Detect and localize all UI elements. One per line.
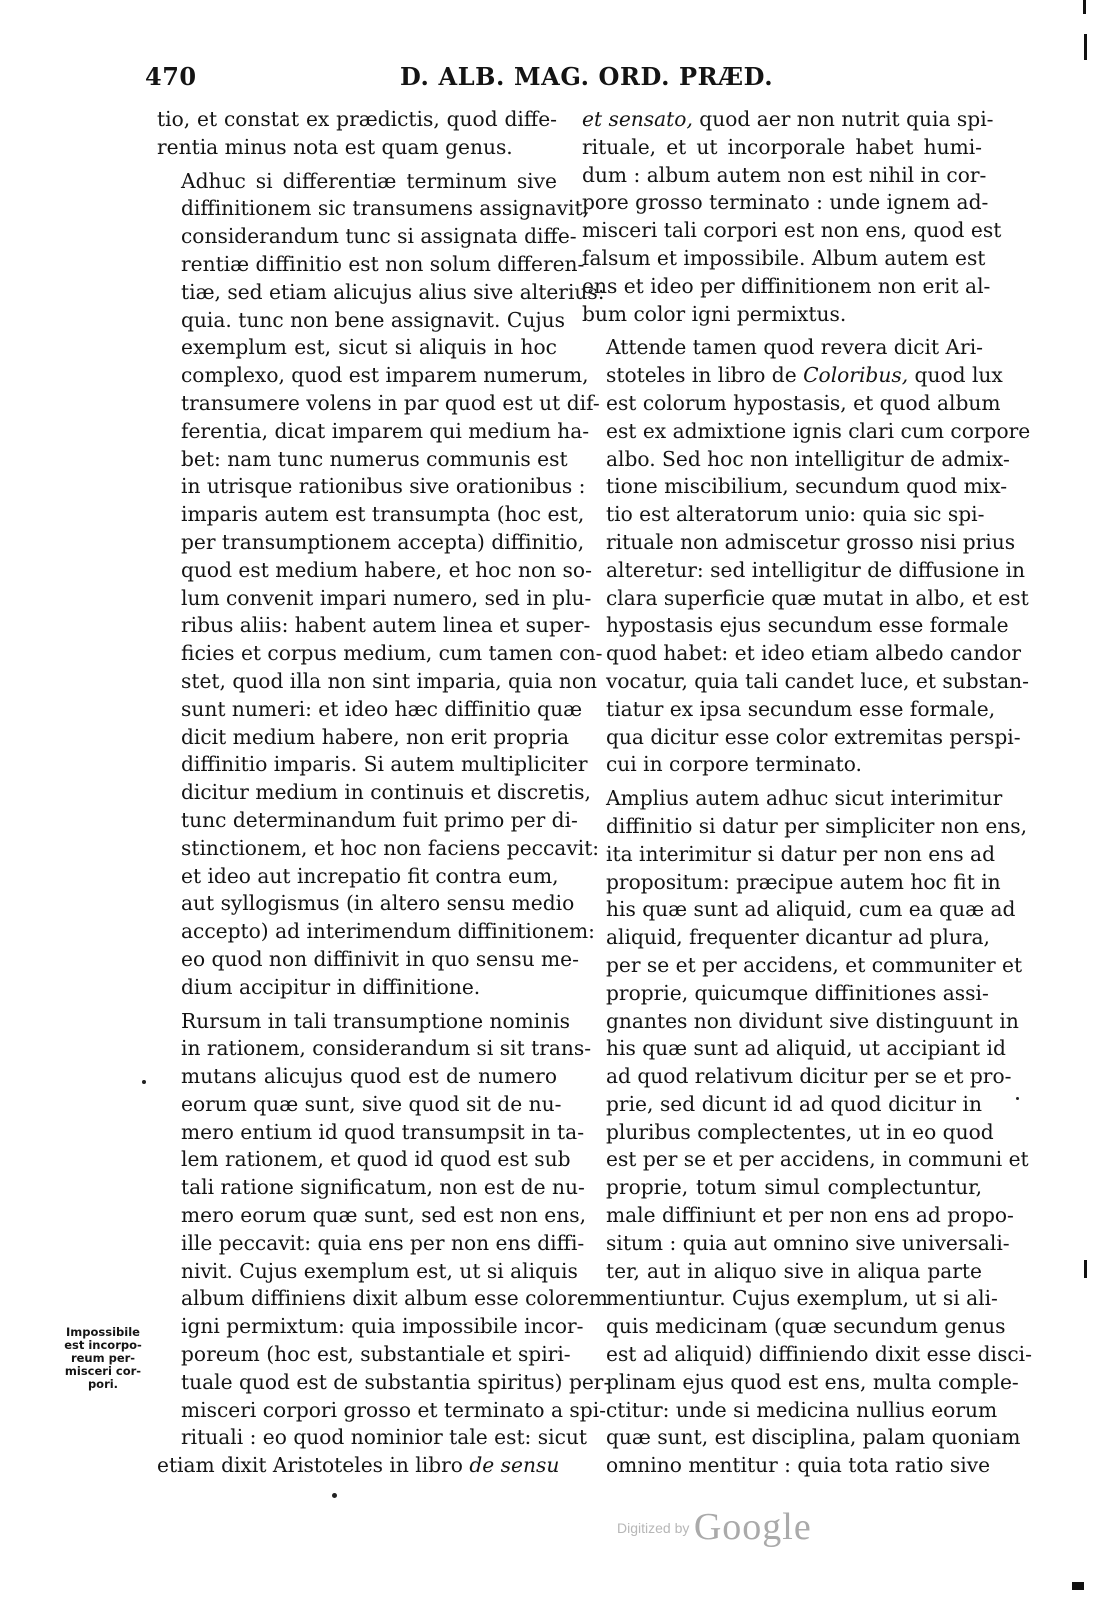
ink-speck	[332, 1493, 337, 1498]
text-line: exemplum est, sicut si aliquis in hoc	[181, 335, 557, 360]
edge-mark	[1072, 1582, 1084, 1590]
text-line: Adhuc si differentiæ terminum sive	[181, 168, 557, 193]
text-span: quod aer non nutrit quia spi-	[699, 107, 994, 131]
page-number: 470	[145, 62, 197, 91]
margin-note-line: Impossibile	[66, 1325, 140, 1339]
text-line: bet: nam tunc numerus communis est	[181, 446, 568, 471]
edge-mark	[1084, 1260, 1087, 1278]
text-line: mero eorum quæ sunt, sed est non ens,	[181, 1203, 587, 1228]
text-line: lum convenit impari numero, sed in plu-	[181, 585, 592, 610]
text-line: transumere volens in par quod est ut dif-	[181, 390, 600, 415]
text-line: sunt numeri: et ideo hæc diffinitio quæ	[181, 696, 583, 721]
text-line: falsum et impossibile. Album autem est	[582, 245, 986, 270]
line-group	[582, 390, 1031, 779]
text-line: tali ratione significatum, non est de nu-	[181, 1175, 585, 1200]
text-line: rentia minus nota est quam genus.	[157, 134, 513, 159]
right-paragraph-1	[582, 106, 1002, 328]
italic-title: Coloribus,	[803, 363, 909, 388]
left-paragraph-3-end	[157, 1452, 560, 1480]
text-line: dum : album autem non est nihil in cor-	[582, 162, 987, 187]
text-line: Rursum in tali transumptione nominis	[181, 1008, 571, 1033]
text-line: poreum (hoc est, substantiale et spiri-	[181, 1342, 571, 1367]
text-line: tuale quod est de substantia spiritus) per-	[181, 1369, 611, 1394]
text-line: quod est medium habere, et hoc non so-	[181, 557, 592, 582]
margin-note-line: pori.	[87, 1377, 119, 1391]
text-line: nivit. Cujus exemplum est, ut si aliquis	[181, 1258, 578, 1283]
text-line: plinam ejus quod est ens, multa comple-	[606, 1369, 1019, 1394]
text-line: albo. Sed hoc non intelligitur de admix-	[606, 446, 1010, 471]
text-line: in rationem, considerandum si sit trans-	[181, 1036, 592, 1061]
text-line	[582, 362, 1003, 390]
text-line: Amplius autem adhuc sicut interimitur	[606, 786, 1003, 811]
text-span: quod lux	[914, 363, 1003, 388]
text-line: aliquid, frequenter dicantur ad plura,	[606, 925, 990, 950]
text-line: proprie, totum simul complectuntur,	[606, 1175, 982, 1200]
text-line: tione miscibilium, secundum quod mix-	[606, 474, 1008, 499]
text-line: et ideo aut increpatio fit contra eum,	[181, 863, 559, 888]
text-line: vocatur, quia tali candet luce, et substan-	[606, 668, 1029, 693]
text-line: tiatur ex ipsa secundum esse formale,	[606, 696, 996, 721]
text-line: in utrisque rationibus sive orationibus :	[181, 474, 586, 499]
text-line: per se et per accidens, et communiter et	[606, 952, 1023, 977]
text-line: complexo, quod est imparem numerum,	[181, 363, 589, 388]
text-line: per transumptionem accepta) diffinitio,	[181, 529, 585, 554]
text-line: diffinitio imparis. Si autem multipliciter	[181, 752, 588, 777]
right-column	[582, 106, 1032, 1480]
left-paragraph-2	[157, 168, 605, 1002]
line-group	[582, 134, 1002, 329]
text-line: quis medicinam (quæ secundum genus	[606, 1314, 1006, 1339]
text-line: album diffiniens dixit album esse colorem	[181, 1286, 608, 1311]
text-line: tio, et constat ex prædictis, quod diffe-	[157, 107, 557, 131]
left-column	[157, 106, 611, 1480]
digitized-label: Digitized by	[617, 1520, 690, 1536]
text-line: tiæ, sed etiam alicujus alius sive alterius:	[181, 279, 605, 304]
text-line: diffinitionem sic transumens assignavit,	[181, 196, 589, 221]
italic-title: et sensato,	[582, 107, 693, 131]
text-line: qua dicitur esse color extremitas perspi-	[606, 724, 1021, 749]
text-line: ficies et corpus medium, cum tamen con-	[181, 641, 603, 666]
text-line: bum color igni permixtus.	[582, 301, 847, 326]
text-line: est colorum hypostasis, et quod album	[606, 390, 1001, 415]
italic-title: de sensu	[469, 1453, 560, 1478]
text-line: clara superficie quæ mutat in albo, et est	[606, 585, 1029, 610]
text-line: lem rationem, et quod id quod est sub	[181, 1147, 571, 1172]
text-line: proprie, quicumque diffinitiones assi-	[606, 980, 989, 1005]
text-line: his quæ sunt ad aliquid, cum ea quæ ad	[606, 897, 1016, 922]
text-line: dium accipitur in diffinitione.	[181, 974, 481, 999]
text-line: eo quod non diffinivit in quo sensu me-	[181, 946, 579, 971]
text-line: misceri tali corpori est non ens, quod est	[582, 218, 1002, 243]
text-line: situm : quia aut omnino sive universali-	[606, 1230, 1010, 1255]
text-line: ille peccavit: quia ens per non ens diffi-	[181, 1230, 585, 1255]
google-logo: Google	[693, 1506, 812, 1548]
text-line: rituale, et ut incorporale habet humi-	[582, 134, 982, 159]
right-paragraph-3	[582, 785, 1032, 1480]
text-line: ens et ideo per diffinitionem non erit al-	[582, 273, 991, 298]
ink-speck	[142, 1080, 146, 1084]
text-line: propositum: præcipue autem hoc fit in	[606, 869, 1001, 894]
text-line: his quæ sunt ad aliquid, ut accipiant id	[606, 1036, 1006, 1061]
text-line: hypostasis ejus secundum esse formale	[606, 613, 1009, 638]
text-line: rentiæ diffinitio est non solum differen-	[181, 251, 585, 276]
margin-note	[55, 1326, 151, 1391]
left-paragraph-3	[157, 1008, 611, 1453]
text-line	[157, 1452, 560, 1480]
margin-note-line: misceri cor-	[64, 1364, 142, 1378]
right-paragraph-2	[582, 334, 1031, 779]
text-span: stoteles in libro de	[606, 363, 797, 388]
text-line: igni permixtum: quia impossibile incor-	[181, 1314, 584, 1339]
text-line: alteretur: sed intelligitur de diffusione in	[606, 557, 1026, 582]
text-line: imparis autem est transumpta (hoc est,	[181, 502, 585, 527]
text-line: ribus aliis: habent autem linea et super-	[181, 613, 591, 638]
left-paragraph-1	[157, 106, 557, 162]
text-line: eorum quæ sunt, sive quod sit de nu-	[181, 1091, 562, 1116]
text-line: tio est alteratorum unio: quia sic spi-	[606, 502, 985, 527]
text-line: tunc determinandum fuit primo per di-	[181, 807, 578, 832]
text-line: quod habet: et ideo etiam albedo candor	[606, 641, 1022, 666]
text-line: male diffiniunt et per non ens ad propo-	[606, 1203, 1014, 1228]
text-line: stinctionem, et hoc non faciens peccavit:	[181, 835, 600, 860]
digitized-footer	[617, 1505, 812, 1549]
text-line: rituale non admiscetur grosso nisi prius	[606, 529, 1016, 554]
text-line: gnantes non dividunt sive distinguunt in	[606, 1008, 1019, 1033]
text-line: quæ sunt, est disciplina, palam quoniam	[606, 1425, 1021, 1450]
text-line: pore grosso terminato : unde ignem ad-	[582, 190, 989, 215]
text-span: etiam dixit Aristoteles in libro	[157, 1453, 463, 1478]
text-line: cui in corpore terminato.	[606, 752, 862, 777]
text-line: accepto) ad interimendum diffinitionem:	[181, 919, 595, 944]
text-line: pluribus complectentes, ut in eo quod	[606, 1119, 994, 1144]
text-line: omnino mentitur : quia tota ratio sive	[606, 1453, 991, 1478]
text-line: mutans alicujus quod est de numero	[181, 1064, 557, 1089]
text-line: stet, quod illa non sint imparia, quia non	[181, 668, 598, 693]
text-line: dicitur medium in continuis et discretis,	[181, 780, 591, 805]
text-line: ad quod relativum dicitur per se et pro-	[606, 1064, 1012, 1089]
running-title: D. ALB. MAG. ORD. PRÆD.	[400, 62, 774, 91]
edge-mark	[1083, 0, 1086, 14]
text-line: prie, sed dicunt id ad quod dicitur in	[606, 1091, 982, 1116]
text-line: ita interimitur si datur per non ens ad	[606, 841, 995, 866]
text-line: diffinitio si datur per simpliciter non ens,	[606, 813, 1028, 838]
text-line: est ad aliquid) diffiniendo dixit esse disci-	[606, 1342, 1032, 1367]
text-line: misceri corpori grosso et terminato a spi-	[181, 1397, 606, 1422]
margin-note-line: est incorpo-	[64, 1338, 142, 1352]
text-line: dicit medium habere, non erit propria	[181, 724, 569, 749]
text-line: quia. tunc non bene assignavit. Cujus	[181, 307, 565, 332]
text-line: mero entium id quod transumpsit in ta-	[181, 1119, 585, 1144]
text-line: ctitur: unde si medicina nullius eorum	[606, 1397, 998, 1422]
text-line: ter, aut in aliquo sive in aliqua parte	[606, 1258, 982, 1283]
margin-note-line: reum per-	[70, 1351, 136, 1365]
ink-speck	[1016, 1097, 1019, 1100]
text-line: ferentia, dicat imparem qui medium ha-	[181, 418, 590, 443]
text-line: Attende tamen quod revera dicit Ari-	[606, 335, 983, 360]
text-line: est ex admixtione ignis clari cum corpore	[606, 418, 1031, 443]
text-line	[582, 106, 994, 134]
text-line: rituali : eo quod nominior tale est: sicut	[181, 1425, 588, 1450]
text-line: est per se et per accidens, in communi et	[606, 1147, 1029, 1172]
edge-mark	[1084, 34, 1087, 60]
text-line: aut syllogismus (in altero sensu medio	[181, 891, 575, 916]
text-line: considerandum tunc si assignata diffe-	[181, 224, 577, 249]
text-line: mentiuntur. Cujus exemplum, ut si ali-	[606, 1286, 998, 1311]
